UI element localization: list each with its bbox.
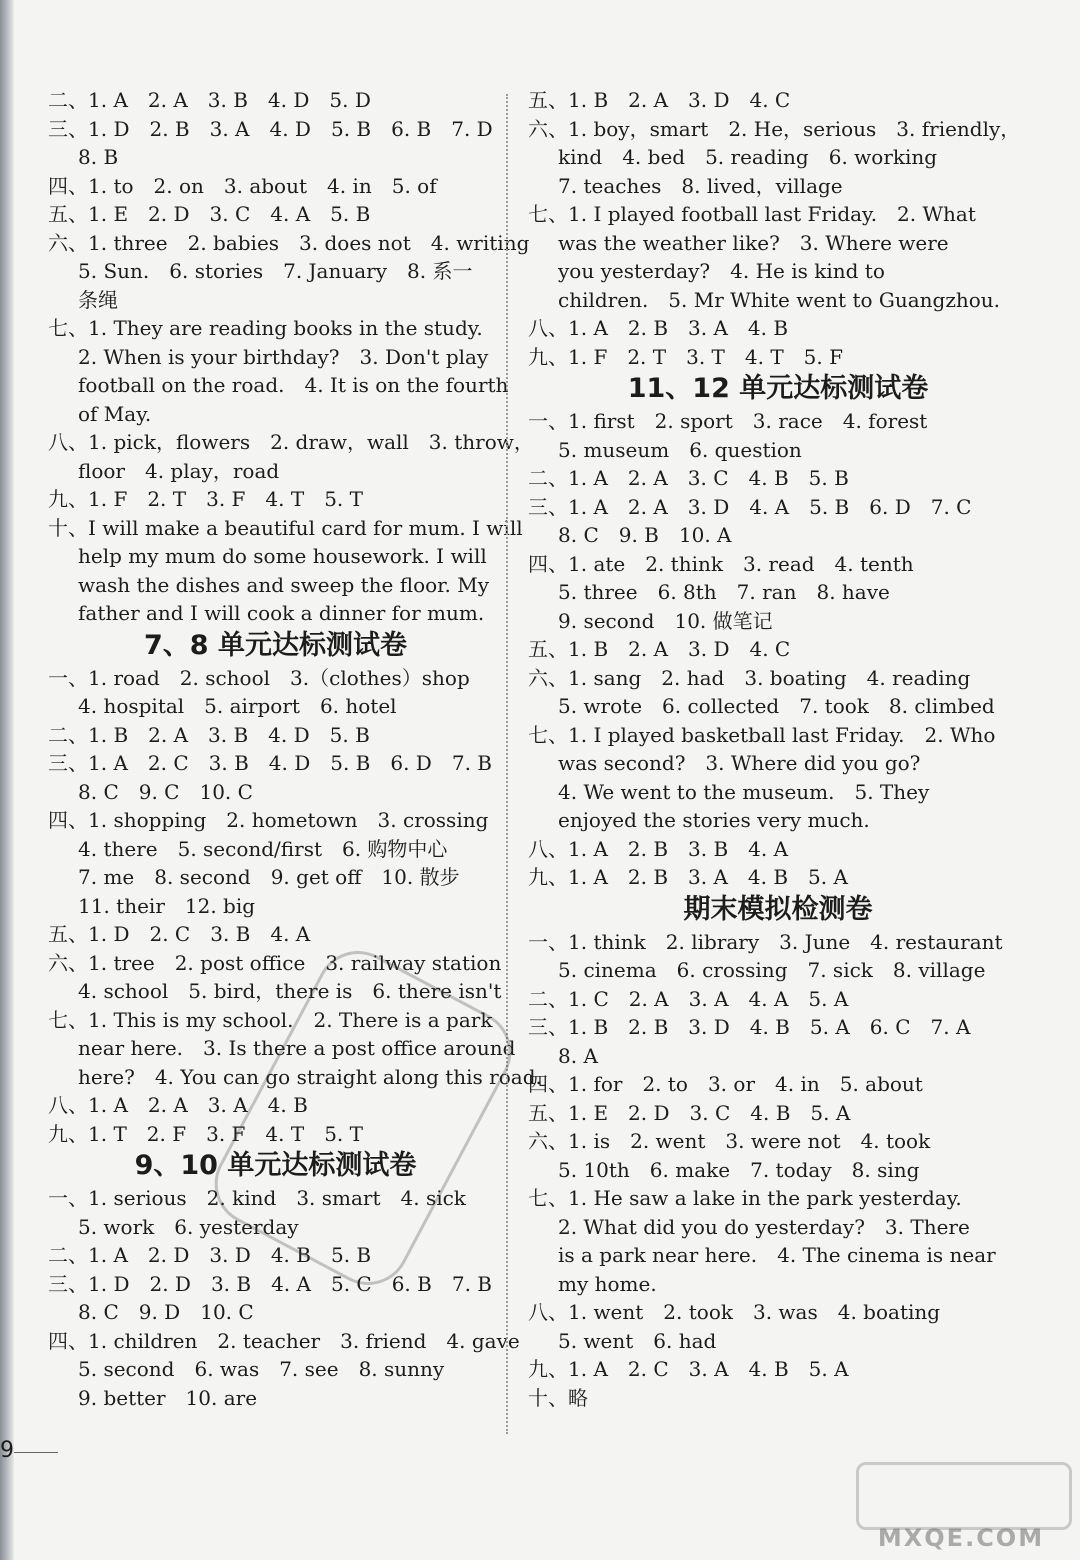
answer-line: 八、1. went 2. took 3. was 4. boating <box>528 1300 941 1324</box>
site-watermark-logo <box>856 1462 1066 1552</box>
answer-line: is a park near here. 4. The cinema is near <box>558 1243 996 1267</box>
answer-line: my home. <box>558 1271 657 1296</box>
answer-line: 四、1. shopping 2. hometown 3. crossing <box>48 808 489 832</box>
answer-line: 五、1. E 2. D 3. C 4. B 5. A <box>528 1100 851 1125</box>
answer-line: enjoyed the stories very much. <box>558 808 870 832</box>
answer-line: 七、1. This is my school. 2. There is a park <box>48 1007 493 1032</box>
answer-line: 五、1. B 2. A 3. D 4. C <box>528 88 791 112</box>
answer-line: 四、1. ate 2. think 3. read 4. tenth <box>528 551 914 576</box>
page-number: 9 <box>0 1438 14 1463</box>
answer-line: 5. Sun. 6. stories 7. January 8. 系一 <box>78 259 473 283</box>
answer-line: 九、1. A 2. C 3. A 4. B 5. A <box>528 1357 849 1381</box>
answer-line: you yesterday? 4. He is kind to <box>558 259 885 283</box>
answer-line: 8. C 9. B 10. A <box>558 523 732 547</box>
answer-line: 九、1. F 2. T 3. T 4. T 5. F <box>528 344 843 369</box>
answer-line: 二、1. B 2. A 3. B 4. D 5. B <box>48 722 370 747</box>
answer-line: near here. 3. Is there a post office around <box>78 1036 516 1060</box>
answer-line: 5. wrote 6. collected 7. took 8. climbed <box>558 694 995 718</box>
answer-line: 2. When is your birthday? 3. Don't play <box>78 344 489 369</box>
answer-line: 7. me 8. second 9. get off 10. 散步 <box>78 865 460 889</box>
answer-line: 九、1. A 2. B 3. A 4. B 5. A <box>528 865 848 889</box>
answer-line: 二、1. A 2. A 3. B 4. D 5. D <box>48 88 371 112</box>
answer-line: 5. 10th 6. make 7. today 8. sing <box>558 1157 920 1182</box>
answer-line: 六、1. sang 2. had 3. boating 4. reading <box>528 665 971 690</box>
answer-line: 三、1. D 2. B 3. A 4. D 5. B 6. B 7. D <box>48 116 493 141</box>
answer-line: 三、1. A 2. A 3. D 4. A 5. B 6. D 7. C <box>528 494 972 519</box>
answer-line: 5. three 6. 8th 7. ran 8. have <box>558 580 890 604</box>
answer-line: children. 5. Mr White went to Guangzhou. <box>558 287 1001 312</box>
answer-line: 一、1. think 2. library 3. June 4. restaurant <box>528 929 1003 954</box>
answer-line: 九、1. T 2. F 3. F 4. T 5. T <box>48 1121 363 1146</box>
answer-line: 八、1. A 2. A 3. A 4. B <box>48 1093 308 1117</box>
answer-line: 条绳 <box>78 287 118 312</box>
answer-line: 4. hospital 5. airport 6. hotel <box>78 694 397 718</box>
answer-line: floor 4. play，road <box>78 458 280 483</box>
answer-line: here? 4. You can go straight along this road. <box>78 1064 542 1089</box>
answer-line: 六、1. three 2. babies 3. does not 4. writing <box>48 230 530 255</box>
answer-line: father and I will cook a dinner for mum. <box>78 601 485 625</box>
answer-line: 三、1. B 2. B 3. D 4. B 5. A 6. C 7. A <box>528 1015 971 1039</box>
answer-line: 六、1. is 2. went 3. were not 4. took <box>528 1129 931 1153</box>
answer-line: 五、1. B 2. A 3. D 4. C <box>528 637 791 661</box>
answer-line: 七、1. He saw a lake in the park yesterday. <box>528 1186 962 1210</box>
answer-line: 二、1. A 2. D 3. D 4. B 5. B <box>48 1243 372 1267</box>
answer-line: football on the road. 4. It is on the fourth <box>78 373 509 397</box>
answer-line: 4. We went to the museum. 5. They <box>558 779 930 804</box>
answer-line: 八、1. pick，flowers 2. draw，wall 3. throw， <box>48 430 534 454</box>
answer-line: 四、1. to 2. on 3. about 4. in 5. of <box>48 173 437 198</box>
section-title: 期末模拟检测卷 <box>683 893 873 925</box>
answer-line: 九、1. F 2. T 3. F 4. T 5. T <box>48 487 363 511</box>
answer-line: 二、1. C 2. A 3. A 4. A 5. A <box>528 986 849 1011</box>
answer-line: 五、1. D 2. C 3. B 4. A <box>48 922 311 946</box>
answer-line: 八、1. A 2. B 3. A 4. B <box>528 316 789 340</box>
answer-line: help my mum do some housework. I will <box>78 544 487 568</box>
answer-line: wash the dishes and sweep the floor. My <box>78 572 490 597</box>
answer-line: 9. better 10. are <box>78 1385 258 1410</box>
section-title: 7、8 单元达标测试卷 <box>144 629 407 661</box>
answer-line: 六、1. boy，smart 2. He，serious 3. friendly， <box>528 116 1021 141</box>
answer-column-right <box>528 86 1028 1412</box>
answer-line: 十、I will make a beautiful card for mum. I will <box>48 515 523 540</box>
answer-line: 8. C 9. C 10. C <box>78 779 253 804</box>
answer-line: 七、1. I played football last Friday. 2. What <box>528 202 976 226</box>
answer-line: was the weather like? 3. Where were <box>558 230 949 255</box>
answer-line: 十、略 <box>528 1385 588 1410</box>
answer-line: 8. B <box>78 145 119 169</box>
answer-line: 5. went 6. had <box>558 1328 717 1353</box>
logo-mark-icon <box>856 1462 1072 1530</box>
answer-line: 4. there 5. second/first 6. 购物中心 <box>78 836 448 861</box>
answer-line: 5. second 6. was 7. see 8. sunny <box>78 1357 445 1381</box>
answer-line: 四、1. children 2. teacher 3. friend 4. gave <box>48 1328 520 1353</box>
answer-line: 8. C 9. D 10. C <box>78 1300 254 1324</box>
answer-line: 5. museum 6. question <box>558 437 802 462</box>
answer-line: 一、1. serious 2. kind 3. smart 4. sick <box>48 1186 466 1210</box>
answer-line: 5. cinema 6. crossing 7. sick 8. village <box>558 958 986 982</box>
answer-line: was second? 3. Where did you go? <box>558 751 921 775</box>
page-number-rule <box>14 1452 58 1453</box>
answer-line: 三、1. D 2. D 3. B 4. A 5. C 6. B 7. B <box>48 1271 492 1296</box>
section-title: 11、12 单元达标测试卷 <box>627 373 929 404</box>
answer-line: 5. work 6. yesterday <box>78 1214 299 1239</box>
answer-line: kind 4. bed 5. reading 6. working <box>558 145 938 169</box>
answer-line: 七、1. I played basketball last Friday. 2. Who <box>528 722 996 747</box>
answer-line: 一、1. first 2. sport 3. race 4. forest <box>528 409 928 433</box>
page-binding-edge <box>0 0 14 1560</box>
section-title: 9、10 单元达标测试卷 <box>134 1150 417 1181</box>
answer-line: 五、1. E 2. D 3. C 4. A 5. B <box>48 202 371 226</box>
answer-line: 9. second 10. 做笔记 <box>558 608 773 633</box>
answer-column-left <box>48 86 542 1412</box>
answer-line: 8. A <box>558 1043 598 1068</box>
answer-line: 八、1. A 2. B 3. B 4. A <box>528 836 789 861</box>
answer-line: 2. What did you do yesterday? 3. There <box>558 1214 970 1239</box>
answer-line: 11. their 12. big <box>78 893 256 918</box>
answer-line: 四、1. for 2. to 3. or 4. in 5. about <box>528 1072 923 1096</box>
answer-line: 三、1. A 2. C 3. B 4. D 5. B 6. D 7. B <box>48 751 492 775</box>
answer-line: of May. <box>78 401 152 426</box>
answer-line: 二、1. A 2. A 3. C 4. B 5. B <box>528 466 849 490</box>
answer-line: 六、1. tree 2. post office 3. railway station <box>48 950 502 975</box>
answer-line: 一、1. road 2. school 3.（clothes）shop <box>48 665 470 690</box>
column-divider <box>506 94 508 1434</box>
answer-line: 七、1. They are reading books in the study. <box>48 316 483 340</box>
answer-line: 7. teaches 8. lived，village <box>558 173 843 198</box>
logo-url: MXQE.COM <box>877 1524 1045 1552</box>
answer-line: 4. school 5. bird，there is 6. there isn't <box>78 979 502 1003</box>
